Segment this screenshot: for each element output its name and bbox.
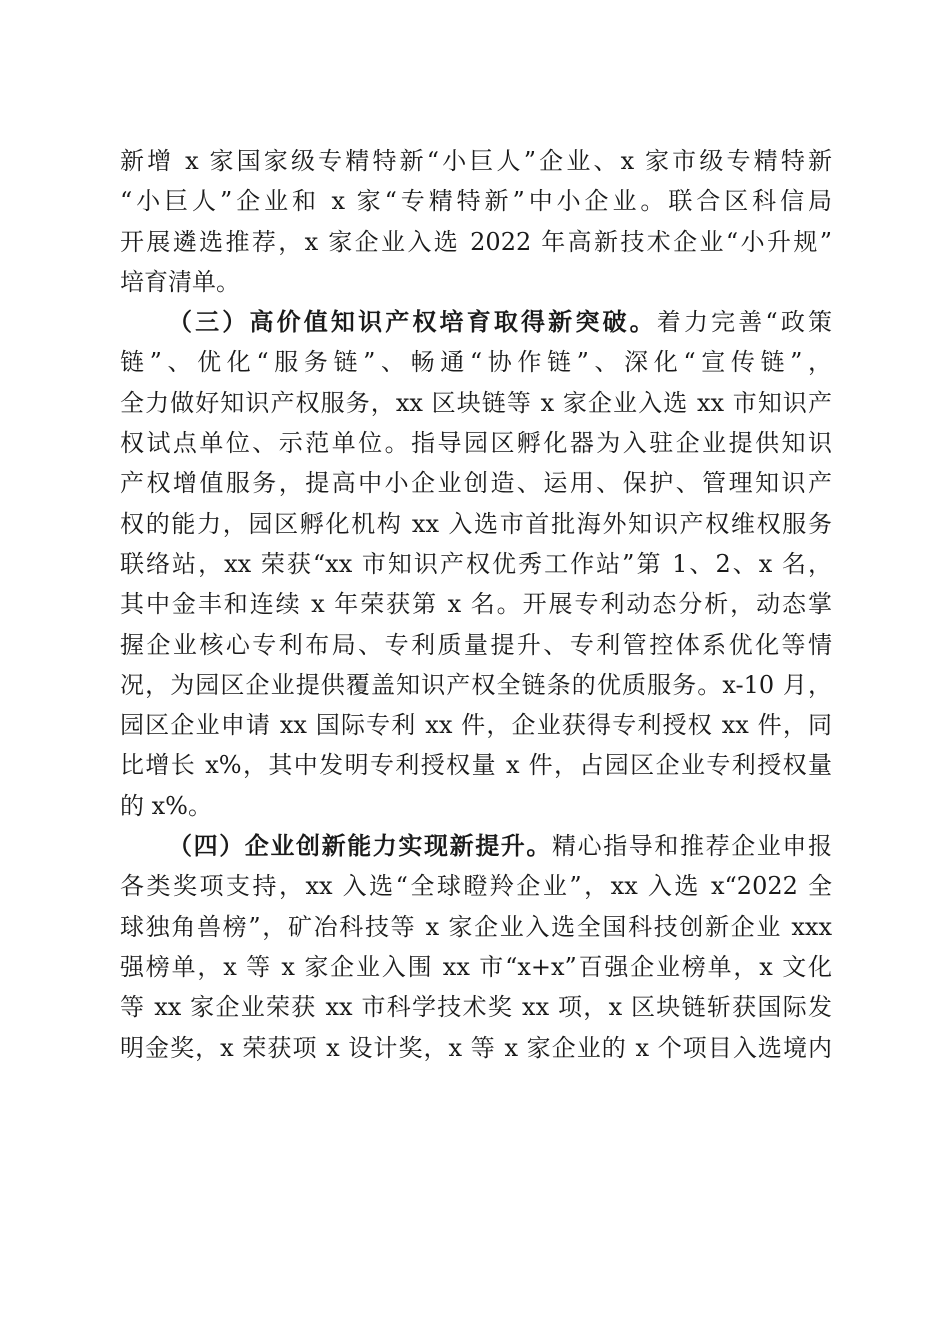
paragraph-line: 园区企业申请 xx 国际专利 xx 件，企业获得专利授权 xx 件，同: [120, 711, 832, 740]
paragraph-line: 握企业核心专利布局、专利质量提升、专利管控体系优化等情: [120, 630, 832, 659]
paragraph-line: 等 xx 家企业荣获 xx 市科学技术奖 xx 项，x 区块链斩获国际发: [120, 993, 832, 1022]
section-3-heading: （三）高价值知识产权培育取得新突破。: [168, 307, 657, 337]
section-3-first-line: [120, 302, 832, 342]
paragraph-line: 况，为园区企业提供覆盖知识产权全链条的优质服务。x-10 月，: [120, 670, 832, 699]
paragraph-line: 新增 x 家国家级专精特新“小巨人”企业、x 家市级专精特新: [120, 147, 832, 175]
paragraph-line: 权的能力，园区孵化机构 xx 入选市首批海外知识产权维权服务: [120, 509, 832, 538]
paragraph-line: 比增长 x%，其中发明专利授权量 x 件，占园区企业专利授权量: [120, 751, 832, 780]
paragraph-line: 培育清单。: [120, 267, 240, 296]
document-body: [120, 141, 832, 1068]
paragraph-line: 链”、优化“服务链”、畅通“协作链”、深化“宣传链”，: [120, 348, 832, 377]
paragraph-line: 各类奖项支持，xx 入选“全球瞪羚企业”，xx 入选 x“2022 全: [120, 872, 832, 901]
paragraph-line: 强榜单，x 等 x 家企业入围 xx 市“x+x”百强企业榜单，x 文化: [120, 952, 832, 981]
paragraph-line: 联络站，xx 荣获“xx 市知识产权优秀工作站”第 1、2、x 名，: [120, 549, 832, 578]
paragraph-line: 权试点单位、示范单位。指导园区孵化器为入驻企业提供知识: [120, 429, 832, 458]
paragraph-line: 的 x%。: [120, 791, 212, 820]
paragraph-line: 球独角兽榜”，矿冶科技等 x 家企业入选全国科技创新企业 xxx: [120, 912, 832, 941]
paragraph-line: 开展遴选推荐，x 家企业入选 2022 年高新技术企业“小升规”: [120, 227, 832, 256]
section-4-heading: （四）企业创新能力实现新提升。: [168, 831, 552, 861]
paragraph-line: 其中金丰和连续 x 年荣获第 x 名。开展专利动态分析，动态掌: [120, 590, 832, 619]
paragraph-line: 全力做好知识产权服务，xx 区块链等 x 家企业入选 xx 市知识产: [120, 388, 832, 417]
paragraph-line: “小巨人”企业和 x 家“专精特新”中小企业。联合区科信局: [120, 187, 832, 216]
section-3-first-line-text: 着力完善“政策: [656, 308, 832, 337]
paragraph-line: 产权增值服务，提高中小企业创造、运用、保护、管理知识产: [120, 469, 832, 498]
paragraph-line: 明金奖，x 荣获项 x 设计奖，x 等 x 家企业的 x 个项目入选境内: [120, 1033, 832, 1062]
section-4-first-line: [120, 826, 832, 866]
section-4-first-line-text: 精心指导和推荐企业申报: [552, 832, 832, 861]
